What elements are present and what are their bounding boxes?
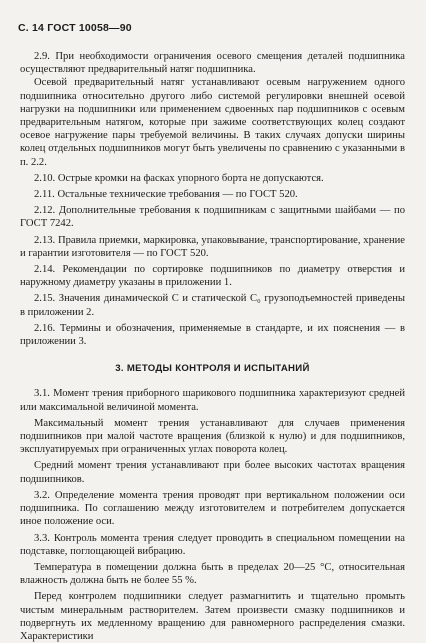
paragraph-avg-torque: Средний момент трения устанавливают при более высоких частотах вращения подшипников. bbox=[20, 460, 405, 485]
paragraph-2-14: 2.14. Рекомендации по сортировке подшипников по диаметру отверстия и наружному диаметру указаны в приложении 1. bbox=[20, 264, 405, 289]
section-title: 3. МЕТОДЫ КОНТРОЛЯ И ИСПЫТАНИЙ bbox=[115, 363, 310, 375]
paragraph-2-16: 2.16. Термины и обозначения, применяемые в стандарте, и их пояснения — в приложении 3. bbox=[20, 322, 405, 348]
paragraph-2-13: 2.13. Правила приемки, маркировка, упаковывание, транспортирование, хранение и гарантии изготовителя — по ГОСТ 520. bbox=[20, 234, 405, 259]
paragraph-2-12: 2.12. Дополнительные требования к подшипникам с защитными шайбами — по ГОСТ 7242. bbox=[20, 205, 405, 230]
paragraph-demagnetize: Перед контролем подшипники следует размагнитить и тщательно промыть чистым минеральным растворителем. Затем произвести смазку подшипников и подвергнуть их медленному вращению для равномерного распределения смазки. Характеристики bbox=[20, 591, 405, 642]
paragraph-2-15: 2.15. Значения динамической C и статической C₀ грузоподъемностей приведены в приложении 2. bbox=[20, 293, 405, 318]
page-header: С. 14 ГОСТ 10058—90 bbox=[18, 22, 132, 34]
paragraph-2-11: 2.11. Остальные технические требования — по ГОСТ 520. bbox=[34, 189, 298, 201]
paragraph-max-torque: Максимальный момент трения устанавливают для случаев применения подшипников при малой частоте вращения (близкой к нулю) и для подшипников, эксплуатируемых при ограниченных углах поворота колец. bbox=[20, 417, 405, 456]
paragraph-temperature: Температура в помещении должна быть в пределах 20—25 °С, относительная влажность должна быть не более 55 %. bbox=[20, 561, 405, 587]
paragraph-3-3: 3.3. Контроль момента трения следует проводить в специальном помещении на подставке, поглощающей вибрацию. bbox=[20, 532, 405, 557]
paragraph-3-2: 3.2. Определение момента трения проводят при вертикальном положении оси подшипника. По соглашению между изготовителем и потребителем допускается иное положение оси. bbox=[20, 489, 405, 528]
paragraph-3-1: 3.1. Момент трения приборного шарикового подшипника характеризуют средней или максимальной величиной момента. bbox=[20, 388, 405, 413]
paragraph-2-9: 2.9. При необходимости ограничения осевого смещения деталей подшипника осуществляют предварительный натяг подшипника. bbox=[20, 51, 405, 76]
paragraph-preload: Осевой предварительный натяг устанавливают осевым нагружением одного подшипника относительно другого либо системой регулировки внешней осевой нагрузки на подшипники или применением сдвоенных пар подшипников с осевым предварительным натягом, которые при зажиме соответствующих колец создают осевое нагружение пары требуемой величины. В таких случаях допуски ширины колец отдельных подшипников могут быть увеличены по сравнению с указанными в п. 2.2. bbox=[20, 77, 405, 168]
paragraph-2-10: 2.10. Острые кромки на фасках упорного борта не допускаются. bbox=[34, 172, 324, 184]
document-body bbox=[20, 50, 405, 643]
